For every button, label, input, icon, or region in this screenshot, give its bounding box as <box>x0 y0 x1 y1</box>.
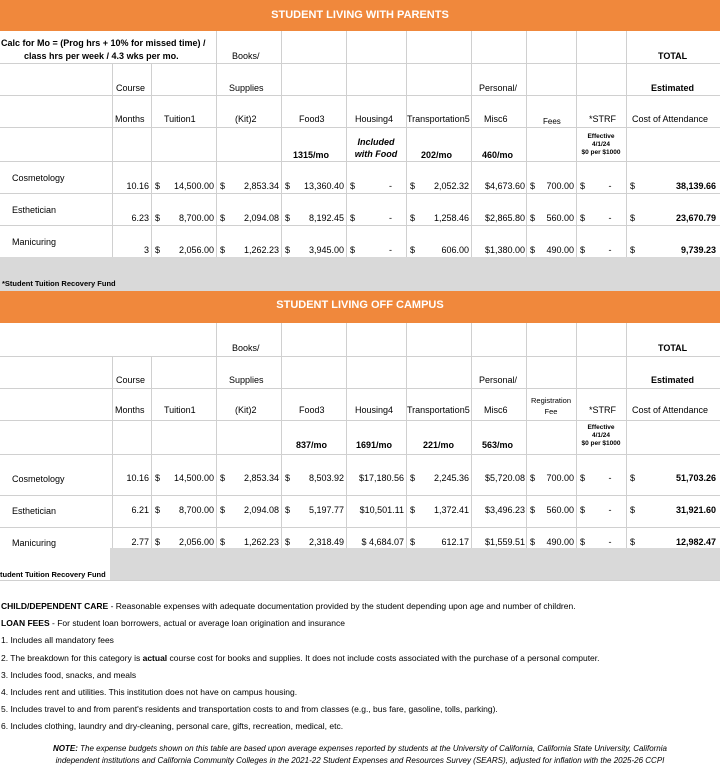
cell-strf: - <box>608 505 612 515</box>
note-final-line1: NOTE: The expense budgets shown on this table are based upon average expenses reported by students at the University of California, California State University, California <box>53 744 667 753</box>
s2-header-food: Food3 <box>299 405 325 415</box>
rate-housing-line1: Included <box>357 137 395 147</box>
cell-fees: 560.00 <box>546 213 574 223</box>
currency-symbol: $ <box>630 537 636 547</box>
cell-misc: $4,673.60 <box>484 181 525 191</box>
s2-header-months: Months <box>115 405 145 415</box>
currency-symbol: $ <box>530 473 536 483</box>
row-program-label: Esthetician <box>12 205 57 215</box>
currency-symbol: $ <box>580 245 586 255</box>
currency-symbol: $ <box>285 473 291 483</box>
cell-strf: - <box>608 473 612 483</box>
currency-symbol: $ <box>220 213 226 223</box>
strf-effective: Effective 4/1/24 $0 per $1000 <box>581 133 621 156</box>
cell-food: 8,503.92 <box>308 473 344 483</box>
row-program-label: Cosmetology <box>12 173 65 183</box>
currency-symbol: $ <box>220 537 226 547</box>
cell-total: 23,670.79 <box>675 213 716 223</box>
note-6: 6. Includes clothing, laundry and dry-cleaning, personal care, gifts, recreation, medical, etc. <box>1 721 344 731</box>
s2-header-course: Course <box>116 375 146 385</box>
s2-header-strf: *STRF <box>589 405 616 415</box>
cell-fees: 700.00 <box>546 473 574 483</box>
section1-footnote: *Student Tuition Recovery Fund <box>2 279 116 288</box>
row-program-label: Manicuring <box>12 538 57 548</box>
currency-symbol: $ <box>530 245 536 255</box>
cell-total: 9,739.23 <box>680 245 716 255</box>
header-months: Months <box>115 114 145 124</box>
cell-tuition: 8,700.00 <box>178 505 214 515</box>
s2-header-estimated: Estimated <box>651 375 695 385</box>
cell-tuition: 14,500.00 <box>173 181 214 191</box>
currency-symbol: $ <box>410 473 416 483</box>
currency-symbol: $ <box>410 537 416 547</box>
cell-transportation: 1,258.46 <box>433 213 469 223</box>
row-program-label: Cosmetology <box>12 474 65 484</box>
cell-kit: 2,094.08 <box>243 505 279 515</box>
cell-misc: $5,720.08 <box>484 473 525 483</box>
section1-banner: STUDENT LIVING WITH PARENTS <box>0 0 720 31</box>
currency-symbol: $ <box>580 213 586 223</box>
cell-kit: 1,262.23 <box>243 245 279 255</box>
currency-symbol: $ <box>530 537 536 547</box>
s2-rate-housing: 1691/mo <box>356 440 393 450</box>
cell-housing: $ 4,684.07 <box>361 537 404 547</box>
currency-symbol: $ <box>630 213 636 223</box>
currency-symbol: $ <box>530 505 536 515</box>
note-2: 2. The breakdown for this category is actual course cost for books and supplies. It does not include costs associated with the purchase of a personal computer. <box>1 653 600 663</box>
cell-fees: 560.00 <box>546 505 574 515</box>
currency-symbol: $ <box>580 505 586 515</box>
header-kit: (Kit)2 <box>235 114 257 124</box>
cell-fees: 490.00 <box>546 245 574 255</box>
header-cost-of-attendance: Cost of Attendance <box>632 114 709 124</box>
header-strf: *STRF <box>589 114 616 124</box>
currency-symbol: $ <box>410 213 416 223</box>
currency-symbol: $ <box>285 537 291 547</box>
currency-symbol: $ <box>220 505 226 515</box>
s2-header-cost-of-attendance: Cost of Attendance <box>632 405 709 415</box>
cell-months: 10.16 <box>126 473 149 483</box>
cell-food: 13,360.40 <box>303 181 344 191</box>
cell-tuition: 8,700.00 <box>178 213 214 223</box>
calc-formula-line1: Calc for Mo = (Prog hrs + 10% for missed time) / <box>1 38 206 48</box>
cell-months: 6.23 <box>131 213 149 223</box>
cell-strf: - <box>608 213 612 223</box>
currency-symbol: $ <box>220 245 226 255</box>
s2-header-transportation: Transportation5 <box>407 405 470 415</box>
cell-tuition: 14,500.00 <box>173 473 214 483</box>
cell-housing: $10,501.11 <box>359 505 404 515</box>
header-tuition: Tuition1 <box>164 114 196 124</box>
cell-months: 10.16 <box>126 181 149 191</box>
header-estimated: Estimated <box>651 83 695 93</box>
note-3: 3. Includes food, snacks, and meals <box>1 670 137 680</box>
s2-header-books-top: Books/ <box>232 343 260 353</box>
cell-strf: - <box>608 537 612 547</box>
note-1: 1. Includes all mandatory fees <box>1 635 114 645</box>
cell-kit: 2,094.08 <box>243 213 279 223</box>
s2-header-kit: (Kit)2 <box>235 405 257 415</box>
cell-transportation: 2,245.36 <box>433 473 469 483</box>
currency-symbol: $ <box>220 181 226 191</box>
s2-header-personal-top: Personal/ <box>479 375 518 385</box>
currency-symbol: $ <box>630 245 636 255</box>
cell-tuition: 2,056.00 <box>178 537 214 547</box>
header-housing: Housing4 <box>355 114 394 124</box>
header-transportation: Transportation5 <box>407 114 470 124</box>
s2-rate-misc: 563/mo <box>482 440 514 450</box>
currency-symbol: $ <box>580 473 586 483</box>
cell-months: 3 <box>143 245 149 255</box>
cell-fees: 490.00 <box>546 537 574 547</box>
header-course: Course <box>116 83 146 93</box>
currency-symbol: $ <box>580 537 586 547</box>
currency-symbol: $ <box>155 213 161 223</box>
cell-transportation: 606.00 <box>441 245 469 255</box>
cell-total: 51,703.26 <box>675 473 716 483</box>
rate-transportation: 202/mo <box>421 150 453 160</box>
currency-symbol: $ <box>155 537 161 547</box>
cell-kit: 2,853.34 <box>243 473 279 483</box>
header-misc: Misc6 <box>484 114 508 124</box>
header-supplies: Supplies <box>229 83 264 93</box>
cell-food: 8,192.45 <box>308 213 344 223</box>
note-loan-fees: LOAN FEES - For student loan borrowers, actual or average loan origination and insurance <box>1 618 345 628</box>
rate-food: 1315/mo <box>293 150 330 160</box>
header-total-top: TOTAL <box>658 51 688 61</box>
cell-months: 6.21 <box>131 505 149 515</box>
section2-footnote: tudent Tuition Recovery Fund <box>0 570 106 579</box>
note-final-line2: independent institutions and California Community Colleges in the 2021-22 Student Expenses and Resources Survey (SEARS), adjusted for inflation with the 2025-26 CCPI <box>55 756 665 765</box>
note-4: 4. Includes rent and utilities. This institution does not have on campus housing. <box>1 687 298 697</box>
currency-symbol: $ <box>630 181 636 191</box>
currency-symbol: $ <box>630 473 636 483</box>
cell-months: 2.77 <box>131 537 149 547</box>
cell-total: 31,921.60 <box>675 505 716 515</box>
s2-header-reg-fee-line1: Registration <box>530 396 572 405</box>
currency-symbol: $ <box>155 181 161 191</box>
header-fees: Fees <box>543 117 561 126</box>
cell-kit: 2,853.34 <box>243 181 279 191</box>
section2-footer-band <box>110 548 720 580</box>
s2-header-tuition: Tuition1 <box>164 405 196 415</box>
header-personal-top: Personal/ <box>479 83 518 93</box>
cell-food: 5,197.77 <box>308 505 344 515</box>
calc-formula-line2: class hrs per week / 4.3 wks per mo. <box>24 51 179 61</box>
rate-housing-line2: with Food <box>354 149 398 159</box>
currency-symbol: $ <box>220 473 226 483</box>
currency-symbol: $ <box>410 245 416 255</box>
cell-misc: $3,496.23 <box>484 505 525 515</box>
cell-tuition: 2,056.00 <box>178 245 214 255</box>
rate-misc: 460/mo <box>482 150 514 160</box>
header-food: Food3 <box>299 114 325 124</box>
cell-food: 3,945.00 <box>308 245 344 255</box>
cell-transportation: 612.17 <box>441 537 469 547</box>
cell-housing: $17,180.56 <box>358 473 404 483</box>
currency-symbol: $ <box>410 505 416 515</box>
currency-symbol: $ <box>580 181 586 191</box>
header-books-top: Books/ <box>232 51 260 61</box>
s2-header-supplies: Supplies <box>229 375 264 385</box>
cell-food: 2,318.49 <box>308 537 344 547</box>
row-program-label: Esthetician <box>12 506 57 516</box>
cell-transportation: 2,052.32 <box>433 181 469 191</box>
cell-misc: $1,559.51 <box>484 537 525 547</box>
s2-rate-transportation: 221/mo <box>423 440 455 450</box>
note-child-care: CHILD/DEPENDENT CARE - Reasonable expenses with adequate documentation provided by the student depending upon age and number of children. <box>1 601 576 611</box>
s2-header-reg-fee-line2: Fee <box>544 407 558 416</box>
s2-header-housing: Housing4 <box>355 405 394 415</box>
s2-header-total-top: TOTAL <box>658 343 688 353</box>
s2-header-misc: Misc6 <box>484 405 508 415</box>
currency-symbol: $ <box>530 181 536 191</box>
currency-symbol: $ <box>155 505 161 515</box>
cell-total: 38,139.66 <box>675 181 716 191</box>
cell-fees: 700.00 <box>546 181 574 191</box>
currency-symbol: $ <box>410 181 416 191</box>
currency-symbol: $ <box>155 245 161 255</box>
cell-total: 12,982.47 <box>675 537 716 547</box>
note-5: 5. Includes travel to and from parent's residents and transportation costs to and from classes (e.g., bus fare, gasoline, tolls, parking). <box>1 704 498 714</box>
currency-symbol: $ <box>530 213 536 223</box>
s2-strf-effective: Effective 4/1/24 $0 per $1000 <box>581 424 621 447</box>
currency-symbol: $ <box>285 245 291 255</box>
section2-banner: STUDENT LIVING OFF CAMPUS <box>0 291 720 323</box>
row-program-label: Manicuring <box>12 237 57 247</box>
currency-symbol: $ <box>285 213 291 223</box>
currency-symbol: $ <box>285 181 291 191</box>
cell-transportation: 1,372.41 <box>433 505 469 515</box>
currency-symbol: $ <box>285 505 291 515</box>
currency-symbol: $ <box>630 505 636 515</box>
cell-misc: $1,380.00 <box>484 245 525 255</box>
cell-strf: - <box>608 245 612 255</box>
s2-rate-food: 837/mo <box>296 440 328 450</box>
cell-strf: - <box>608 181 612 191</box>
currency-symbol: $ <box>155 473 161 483</box>
cell-misc: $2,865.80 <box>484 213 525 223</box>
cell-kit: 1,262.23 <box>243 537 279 547</box>
